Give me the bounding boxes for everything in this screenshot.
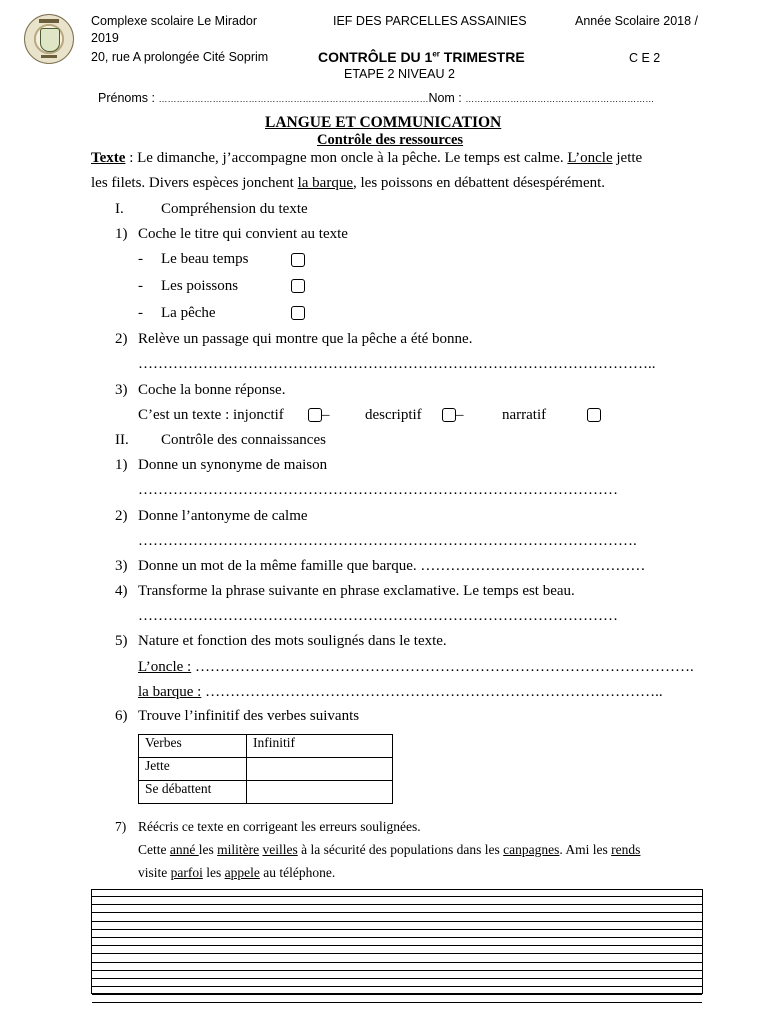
table-header-infinitif: Infinitif bbox=[247, 735, 393, 758]
k2-text: Donne l’antonyme de calme bbox=[138, 508, 308, 524]
subject-title: LANGUE ET COMMUNICATION bbox=[265, 114, 502, 131]
section-1-title: Compréhension du texte bbox=[161, 201, 308, 217]
school-year-end: 2019 bbox=[91, 31, 119, 45]
q2-text: Relève un passage qui montre que la pêche a été bonne. bbox=[138, 331, 473, 347]
q1-number: 1) bbox=[115, 226, 128, 242]
exam-title bbox=[318, 49, 525, 65]
text-part-3: les filets. Divers espèces jonchent bbox=[91, 175, 298, 191]
q1-option-1: Le beau temps bbox=[161, 251, 249, 267]
k5-answer-oncle[interactable]: ………………………………………………………………………………………. bbox=[191, 659, 694, 675]
q3-prefix: C’est un texte : injonctif bbox=[138, 407, 284, 423]
k7-number: 7) bbox=[115, 819, 127, 834]
q1-option-dash: - bbox=[138, 305, 143, 321]
text-line-2 bbox=[91, 175, 605, 192]
table-row bbox=[139, 735, 393, 758]
school-year: Année Scolaire 2018 / bbox=[575, 14, 699, 28]
k7-passage-line-1 bbox=[138, 842, 640, 858]
school-logo bbox=[24, 14, 74, 64]
passage-fragment: les bbox=[198, 842, 218, 857]
text-part-1: : Le dimanche, j’accompagne mon oncle à la pêche. Le temps est calme. bbox=[125, 150, 568, 166]
school-address: 20, rue A prolongée Cité Soprim bbox=[91, 50, 269, 64]
class-level: C E 2 bbox=[629, 51, 661, 65]
writing-line bbox=[92, 937, 702, 938]
writing-line bbox=[92, 945, 702, 946]
passage-fragment: à la sécurité des populations dans les bbox=[297, 842, 504, 857]
section-2-title: Contrôle des connaissances bbox=[161, 432, 326, 448]
subject-subtitle: Contrôle des ressources bbox=[317, 132, 464, 148]
text-part-2: jette bbox=[612, 150, 643, 166]
exam-title-tail: TRIMESTRE bbox=[439, 49, 525, 65]
table-cell-verb: Se débattent bbox=[139, 781, 247, 804]
passage-fragment: les bbox=[202, 865, 225, 880]
writing-line bbox=[92, 929, 702, 930]
prenoms-label: Prénoms : bbox=[98, 91, 159, 105]
k5-number: 5) bbox=[115, 633, 128, 649]
prenoms-field[interactable]: ……………………………………………………………………………… bbox=[158, 94, 429, 104]
writing-line bbox=[92, 921, 702, 922]
q3-checkbox-descriptif[interactable] bbox=[442, 408, 456, 422]
exam-title-main: CONTRÔLE DU 1 bbox=[318, 49, 433, 65]
nom-label: Nom : bbox=[428, 91, 466, 105]
k2-answer-line[interactable]: ………………………………………………………………………………………. bbox=[138, 533, 637, 549]
q2-number: 2) bbox=[115, 331, 128, 347]
q2-answer-line[interactable]: ………………………………………………………………………………………….. bbox=[138, 356, 656, 372]
ief-name: IEF DES PARCELLES ASSAINIES bbox=[333, 14, 527, 28]
verbs-table bbox=[138, 734, 393, 804]
q1-checkbox-1[interactable] bbox=[291, 253, 305, 267]
q1-option-dash: - bbox=[138, 278, 143, 294]
q3-option-descriptif: descriptif bbox=[365, 407, 422, 423]
k1-number: 1) bbox=[115, 457, 128, 473]
writing-line bbox=[92, 912, 702, 913]
error-word-parfoi: parfoi bbox=[170, 865, 203, 880]
error-word-canpagnes: canpagnes bbox=[503, 842, 560, 857]
text-part-4: , les poissons en débattent désespérément. bbox=[353, 175, 606, 191]
error-word-militere: militère bbox=[217, 842, 260, 857]
writing-line bbox=[92, 994, 702, 995]
k5-text: Nature et fonction des mots soulignés dans le texte. bbox=[138, 633, 447, 649]
writing-line bbox=[92, 978, 702, 979]
school-name: Complexe scolaire Le Mirador bbox=[91, 14, 258, 28]
q1-checkbox-3[interactable] bbox=[291, 306, 305, 320]
k3-text[interactable]: Donne un mot de la même famille que barque. ……………………………………… bbox=[138, 558, 646, 574]
error-word-veilles: veilles bbox=[262, 842, 298, 857]
table-row bbox=[139, 758, 393, 781]
q3-checkbox-injonctif[interactable] bbox=[308, 408, 322, 422]
k7-passage-line-2 bbox=[138, 865, 335, 881]
exam-title-sup: er bbox=[432, 49, 440, 59]
q3-number: 3) bbox=[115, 382, 128, 398]
q3-dash-2: – bbox=[456, 407, 464, 423]
text-label: Texte bbox=[91, 150, 126, 166]
writing-line bbox=[92, 1002, 702, 1003]
k5-word-barque: la barque : bbox=[138, 684, 202, 700]
k6-text: Trouve l’infinitif des verbes suivants bbox=[138, 708, 360, 724]
k5-answer-barque[interactable]: ……………………………………………………………………………….. bbox=[201, 684, 663, 700]
q1-checkbox-2[interactable] bbox=[291, 279, 305, 293]
k4-number: 4) bbox=[115, 583, 128, 599]
exam-stage: ETAPE 2 NIVEAU 2 bbox=[344, 67, 455, 81]
passage-fragment: au téléphone. bbox=[259, 865, 336, 880]
q1-option-3: La pêche bbox=[161, 305, 216, 321]
writing-line bbox=[92, 953, 702, 954]
passage-fragment: . Ami les bbox=[559, 842, 612, 857]
table-row bbox=[139, 781, 393, 804]
nom-field[interactable]: ……………………………………………………… bbox=[465, 94, 655, 104]
k1-text: Donne un synonyme de maison bbox=[138, 457, 328, 473]
q1-text: Coche le titre qui convient au texte bbox=[138, 226, 348, 242]
q1-option-dash: - bbox=[138, 251, 143, 267]
q3-text: Coche la bonne réponse. bbox=[138, 382, 286, 398]
writing-line bbox=[92, 904, 702, 905]
section-1-number: I. bbox=[115, 201, 124, 217]
k5-line-barque bbox=[138, 684, 663, 701]
q3-checkbox-narratif[interactable] bbox=[587, 408, 601, 422]
error-word-appele: appele bbox=[224, 865, 260, 880]
student-identity-line bbox=[98, 91, 654, 105]
k5-word-oncle: L’oncle : bbox=[138, 659, 192, 675]
table-cell-infinitive[interactable] bbox=[247, 758, 393, 781]
passage-fragment: visite bbox=[138, 865, 171, 880]
writing-line bbox=[92, 970, 702, 971]
q3-option-narratif: narratif bbox=[502, 407, 547, 423]
k4-text: Transforme la phrase suivante en phrase exclamative. Le temps est beau. bbox=[138, 583, 575, 599]
k5-line-oncle bbox=[138, 659, 694, 676]
error-word-anne: anné bbox=[169, 842, 199, 857]
error-word-rends: rends bbox=[611, 842, 641, 857]
k2-number: 2) bbox=[115, 508, 128, 524]
table-header-verbes: Verbes bbox=[139, 735, 247, 758]
k1-answer-line[interactable]: …………………………………………………………………………………… bbox=[138, 482, 618, 498]
text-underlined-oncle: L’oncle bbox=[567, 150, 613, 166]
writing-line bbox=[92, 986, 702, 987]
passage-fragment: Cette bbox=[138, 842, 170, 857]
k4-answer-line[interactable]: …………………………………………………………………………………… bbox=[138, 608, 618, 624]
table-cell-infinitive[interactable] bbox=[247, 781, 393, 804]
k7-text: Réécris ce texte en corrigeant les erreurs soulignées. bbox=[138, 819, 421, 834]
table-cell-verb: Jette bbox=[139, 758, 247, 781]
section-2-number: II. bbox=[115, 432, 129, 448]
writing-lines-area[interactable] bbox=[91, 889, 703, 994]
k3-number: 3) bbox=[115, 558, 128, 574]
q3-dash-1: – bbox=[322, 407, 330, 423]
writing-line bbox=[92, 896, 702, 897]
text-underlined-barque: la barque bbox=[297, 175, 353, 191]
text-line-1 bbox=[91, 150, 642, 167]
writing-line bbox=[92, 962, 702, 963]
q1-option-2: Les poissons bbox=[161, 278, 239, 294]
k6-number: 6) bbox=[115, 708, 128, 724]
